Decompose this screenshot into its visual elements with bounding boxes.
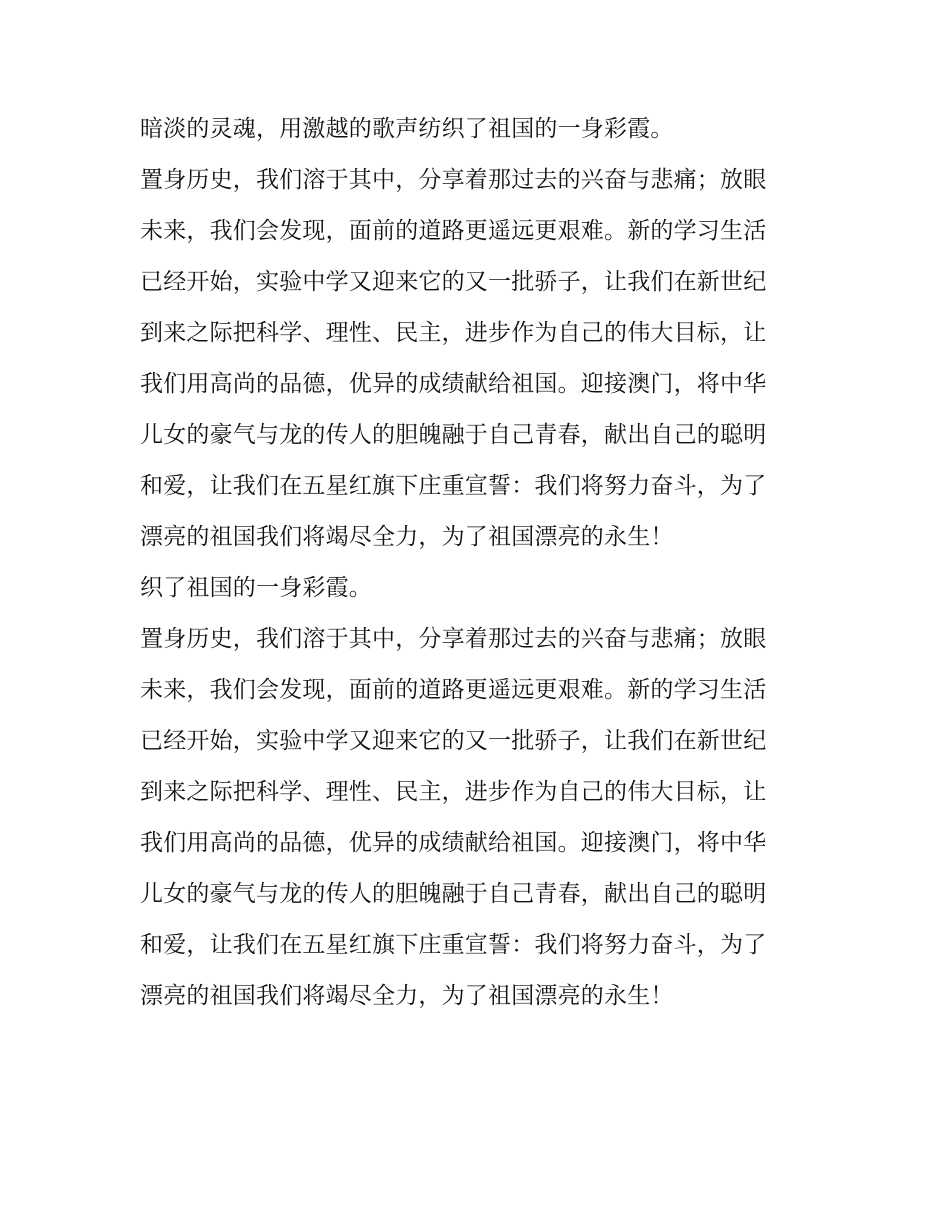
- text-line: 暗淡的灵魂，用激越的歌声纺织了祖国的一身彩霞。: [140, 116, 674, 142]
- text-line: 已经开始，实验中学又迎来它的又一批骄子，让我们在新世纪: [140, 728, 767, 754]
- text-line: 儿女的豪气与龙的传人的胆魄融于自己青春，献出自己的聪明: [140, 422, 767, 448]
- text-line: 未来，我们会发现，面前的道路更遥远更艰难。新的学习生活: [140, 218, 767, 244]
- document-body-text: [140, 104, 840, 1022]
- text-line: 和爱，让我们在五星红旗下庄重宣誓：我们将努力奋斗，为了: [140, 932, 767, 958]
- text-line: 漂亮的祖国我们将竭尽全力，为了祖国漂亮的永生！: [140, 983, 674, 1009]
- text-line: 儿女的豪气与龙的传人的胆魄融于自己青春，献出自己的聪明: [140, 881, 767, 907]
- text-line: 和爱，让我们在五星红旗下庄重宣誓：我们将努力奋斗，为了: [140, 473, 767, 499]
- text-line: 置身历史，我们溶于其中，分享着那过去的兴奋与悲痛；放眼: [140, 626, 767, 652]
- text-line: 我们用高尚的品德，优异的成绩献给祖国。迎接澳门，将中华: [140, 371, 767, 397]
- text-line: 已经开始，实验中学又迎来它的又一批骄子，让我们在新世纪: [140, 269, 767, 295]
- text-line: 漂亮的祖国我们将竭尽全力，为了祖国漂亮的永生！: [140, 524, 674, 550]
- text-line: 到来之际把科学、理性、民主，进步作为自己的伟大目标，让: [140, 320, 767, 346]
- text-line: 置身历史，我们溶于其中，分享着那过去的兴奋与悲痛；放眼: [140, 167, 767, 193]
- text-line: 织了祖国的一身彩霞。: [140, 575, 372, 601]
- text-line: 到来之际把科学、理性、民主，进步作为自己的伟大目标，让: [140, 779, 767, 805]
- text-line: 未来，我们会发现，面前的道路更遥远更艰难。新的学习生活: [140, 677, 767, 703]
- text-line: 我们用高尚的品德，优异的成绩献给祖国。迎接澳门，将中华: [140, 830, 767, 856]
